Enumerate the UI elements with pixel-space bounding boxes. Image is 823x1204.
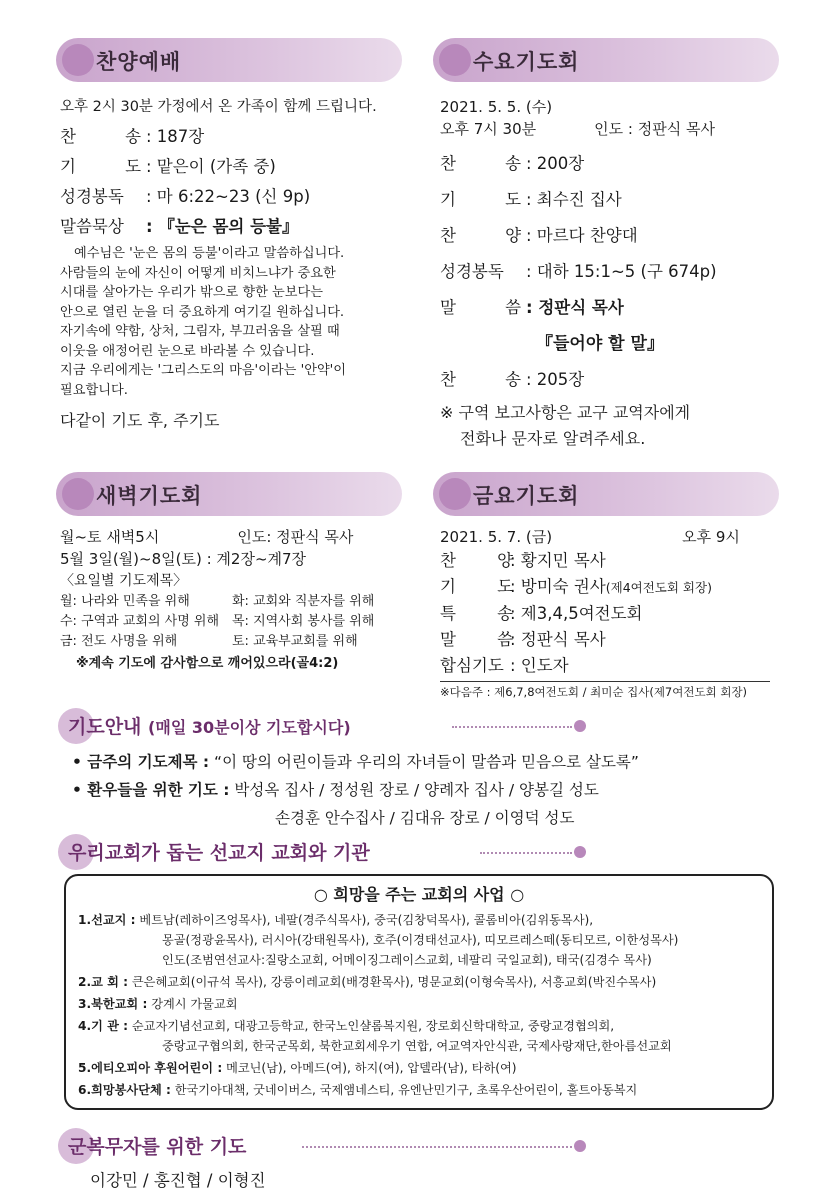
friday-row: 특 송: 제3,4,5여전도회 — [440, 604, 643, 623]
mission-row: 2.교 회 : 큰은혜교회(이규석 목사), 강릉이레교회(배경환목사), 명문교회(이형숙목사), 서흥교회(박진수목사) — [78, 975, 657, 989]
wednesday-note: ※ 구역 보고사항은 교구 교역자에게 — [440, 403, 691, 422]
dawn-topic-row: 금: 전도 사명을 위해 토: 교육부교회를 위해 — [60, 634, 358, 649]
section-end-dot-icon — [574, 846, 586, 858]
praise-body — [60, 96, 410, 436]
mission-row: 1.선교지 : 베트남(레하이즈엉목사), 네팔(경주식목사), 중국(김창덕목사), 콜롬비아(김위동목사), — [78, 913, 594, 927]
friday-next-week: ※다음주 : 제6,7,8여전도회 / 최미순 집사(제7여전도회 회장) — [440, 685, 748, 699]
prayer-guide-header — [62, 708, 592, 744]
praise-row: 찬 송: 187장 — [60, 127, 205, 146]
praise-intro: 오후 2시 30분 가정에서 온 가족이 함께 드립니다. — [60, 99, 377, 115]
dawn-line2: 5월 3일(월)~8일(토) : 계2장~계7장 — [60, 550, 307, 568]
prayer-patients-line2: 손경훈 안수집사 / 김대유 장로 / 이영덕 성도 — [275, 809, 575, 827]
wednesday-time-line: 오후 7시 30분 인도 : 정판식 목사 — [440, 120, 715, 138]
praise-row: 성경봉독 : 마 6:22~23 (신 9p) — [60, 187, 311, 206]
friday-body — [440, 526, 776, 702]
dotted-line — [452, 726, 572, 728]
mission-row: 6.희망봉사단체 : 한국기아대책, 굿네이버스, 국제앰네스티, 유엔난민기구, 초록우산어린이, 홀트아동복지 — [78, 1083, 638, 1097]
wednesday-row: 찬 송: 205장 — [440, 370, 585, 389]
prayer-guide-body — [72, 748, 792, 832]
mission-row-cont: 몽골(정광윤목사), 러시아(강태원목사), 호주(이경태선교사), 띠모르레스떼(동티모르, 이한성목사) — [162, 933, 679, 947]
dawn-verse: ※계속 기도에 감사함으로 깨어있으라(골4:2) — [76, 656, 339, 671]
wednesday-header — [433, 38, 779, 82]
wednesday-section — [433, 38, 779, 82]
military-title: 군복무자를 위한 기도 — [68, 1136, 247, 1158]
dawn-topic-row: 수: 구역과 교회의 사명 위해 목: 지역사회 봉사를 위해 — [60, 614, 375, 629]
wednesday-title: 수요기도회 — [473, 50, 580, 74]
friday-row: 합심기도 : 인도자 — [440, 656, 569, 675]
friday-title: 금요기도회 — [473, 484, 580, 508]
mission-row: 4.기 관 : 순교자기념선교회, 대광고등학교, 한국노인샬롬복지원, 장로회신학대학교, 중랑교경협의회, — [78, 1019, 615, 1033]
friday-row: 찬 양: 황지민 목사 — [440, 551, 606, 570]
missions-title: 우리교회가 돕는 선교지 교회와 기관 — [68, 842, 370, 864]
header-circle-icon — [62, 478, 94, 510]
dotted-line — [302, 1146, 572, 1148]
missions-box-title: ○ 희망을 주는 교회의 사업 ○ — [313, 885, 525, 904]
friday-row: 기 도: 방미숙 권사(제4여전도회 회장) — [440, 577, 712, 596]
praise-section — [56, 38, 402, 82]
header-circle-icon — [439, 478, 471, 510]
praise-header — [56, 38, 402, 82]
wednesday-sermon-title: 『들어야 할 말』 — [536, 334, 664, 354]
missions-header — [62, 834, 592, 870]
section-end-dot-icon — [574, 1140, 586, 1152]
praise-title: 찬양예배 — [96, 50, 182, 74]
military-header — [62, 1128, 592, 1164]
praise-closing: 다같이 기도 후, 주기도 — [60, 411, 220, 430]
dawn-title: 새벽기도회 — [96, 484, 203, 508]
wednesday-note: 전화나 문자로 알려주세요. — [460, 429, 646, 448]
wednesday-date: 2021. 5. 5. (수) — [440, 98, 553, 116]
friday-header — [433, 472, 779, 516]
dawn-section — [56, 472, 402, 516]
dawn-header — [56, 472, 402, 516]
wednesday-row: 찬 송: 200장 — [440, 154, 585, 173]
prayer-item: • 금주의 기도제목 : “이 땅의 어린이들과 우리의 자녀들이 말씀과 믿음으로 살도록” — [72, 753, 639, 771]
praise-row: 기 도: 맡은이 (가족 중) — [60, 157, 276, 176]
header-circle-icon — [62, 44, 94, 76]
friday-row: 말 씀: 정판식 목사 — [440, 630, 606, 649]
dotted-line — [480, 852, 572, 854]
dawn-topic-row: 월: 나라와 민족을 위해 화: 교회와 직분자를 위해 — [60, 594, 375, 609]
wednesday-row: 찬 양: 마르다 찬양대 — [440, 226, 638, 245]
missions-box — [64, 874, 774, 1110]
wednesday-row: 성경봉독 : 대하 15:1~5 (구 674p) — [440, 262, 717, 281]
friday-section — [433, 472, 779, 516]
military-names: 이강민 / 홍진협 / 이형진 — [90, 1171, 266, 1190]
mission-row: 5.에티오피아 후원어린이 : 메코닌(남), 아메드(여), 하지(여), 압델라(남), 타하(여) — [78, 1061, 517, 1075]
header-circle-icon — [439, 44, 471, 76]
section-end-dot-icon — [574, 720, 586, 732]
prayer-guide-title: 기도안내 (매일 30분이상 기도합시다) — [68, 716, 351, 738]
wednesday-body — [440, 96, 780, 452]
mission-row-cont: 중랑교구협의회, 한국군목회, 북한교회세우기 연합, 여교역자안식관, 국제사랑재단,한아름선교회 — [162, 1039, 672, 1053]
dawn-subtitle: 〈요일별 기도제목〉 — [60, 573, 188, 589]
dawn-body — [60, 526, 410, 674]
praise-row: 말씀묵상 : 『눈은 몸의 등불』 — [60, 217, 299, 236]
prayer-item: • 환우들을 위한 기도 : 박성옥 집사 / 정성원 장로 / 양례자 집사 / 양봉길 성도 — [72, 781, 599, 799]
praise-paragraph: 예수님은 '눈은 몸의 등불'이라고 말씀하십니다. 사람들의 눈에 자신이 어떻게 비치느냐가 중요한 시대를 살아가는 우리가 밖으로 향한 눈보다는 안으로 열린 눈을 더 중요하게 여기길 원하십니다. 자기속에 약함, 상처, 그림자, 부끄러움을 살필 때 이웃을 애정어린 눈으로 바라볼 수 있습니다. 지금 우리에게는 '그리스도의 마음'이라는 '안약'이 필요합니다. — [60, 246, 347, 398]
mission-row: 3.북한교회 : 강계시 가물교회 — [78, 997, 238, 1011]
friday-date-line: 2021. 5. 7. (금) 오후 9시 — [440, 528, 740, 546]
wednesday-row: 기 도: 최수진 집사 — [440, 190, 622, 209]
dawn-line1: 월~토 새벽5시 인도: 정판식 목사 — [60, 528, 354, 546]
wednesday-row: 말 씀: 정판식 목사 — [440, 298, 624, 317]
mission-row-cont: 인도(조범연선교사:질랑소교회, 어메이징그레이스교회, 네팔리 국일교회), 태국(김경수 목사) — [162, 953, 652, 967]
